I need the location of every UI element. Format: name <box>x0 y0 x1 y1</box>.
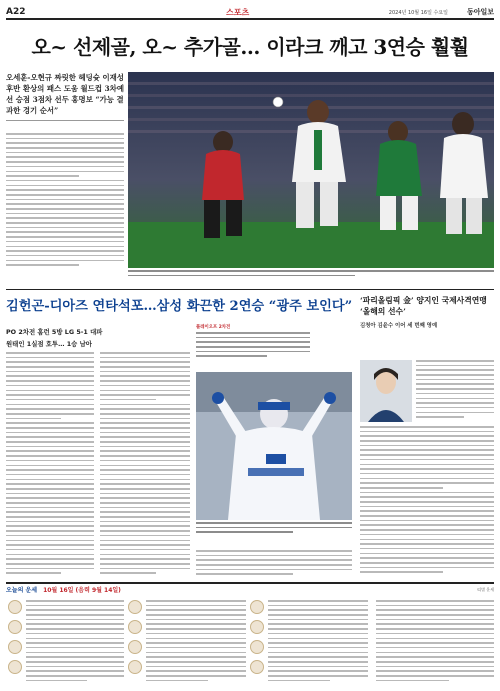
horoscope-col3 <box>268 600 368 684</box>
zodiac-ox-icon <box>8 620 22 634</box>
shooting-article <box>360 295 494 329</box>
section-label: 스포츠 <box>226 7 250 17</box>
baseball-subhead-2: 원태인 1실점 호투… 1승 남아 <box>6 340 92 348</box>
shooting-subhead: 김청아 김윤수 이어 세 번째 영예 <box>360 323 438 329</box>
newspaper-name: 동아일보 <box>466 7 494 16</box>
shooter-portrait <box>360 360 412 422</box>
zodiac-tiger-icon <box>8 640 22 654</box>
horoscope-col4 <box>376 600 494 684</box>
baseball-body-col3 <box>196 550 352 578</box>
horoscope-col2 <box>146 600 246 684</box>
zodiac-dog-icon <box>250 640 264 654</box>
main-headline: 오~ 선제골, 오~ 추가골… 이라크 깨고 3연승 훨훨 <box>31 34 469 59</box>
zodiac-sheep-icon <box>128 660 142 674</box>
zodiac-rabbit-icon <box>8 660 22 674</box>
horoscope-section <box>6 582 494 685</box>
match-photo <box>128 72 494 268</box>
horoscope-note: 띠별 운세 <box>477 586 494 592</box>
baseball-headline: 김헌곤-디아즈 연타석포…삼성 화끈한 2연승 “광주 보인다” <box>6 299 353 314</box>
zodiac-horse-icon <box>128 640 142 654</box>
issue-date: 2024년 10월 16일 수요일 <box>388 9 448 16</box>
baseball-photo-caption <box>196 522 352 548</box>
zodiac-rooster-icon <box>250 620 264 634</box>
main-photo-caption <box>128 270 494 282</box>
baseball-body-col2 <box>100 352 190 578</box>
page-number: A22 <box>6 7 26 17</box>
baseball-body-col1 <box>6 352 94 578</box>
main-article-body <box>6 133 124 273</box>
horoscope-col1 <box>26 600 124 684</box>
main-subhead: 오세훈-오현규 짜릿한 헤딩슛 이재성 후반 환상의 패스 도움 월드컵 3차예선 승점 3점차 선두 홍명보 “가능 결과한 경기 순서” <box>6 72 124 121</box>
page-header <box>6 6 494 20</box>
scoreboard <box>196 324 310 368</box>
zodiac-snake-icon <box>128 620 142 634</box>
baseball-photo <box>196 372 352 520</box>
zodiac-monkey-icon <box>250 600 264 614</box>
zodiac-rat-icon <box>8 600 22 614</box>
section-divider <box>6 289 494 290</box>
baseball-subhead-1: PO 2차전 홈런 5방 LG 5-1 대파 <box>6 328 103 336</box>
zodiac-pig-icon <box>250 660 264 674</box>
zodiac-dragon-icon <box>128 600 142 614</box>
horoscope-bar <box>6 584 494 595</box>
shooting-body-beside-photo <box>416 360 494 422</box>
horoscope-date: 10월 16일 (음력 9월 14일) <box>43 587 121 594</box>
shooting-headline: ‘파리올림픽 金’ 양지인 국제사격연맹 ‘올해의 선수’ <box>360 296 487 316</box>
horoscope-title: 오늘의 운세 <box>6 587 38 594</box>
scoreboard-rows <box>196 332 310 362</box>
scoreboard-title: 플레이오프 2차전 <box>196 325 231 330</box>
shooting-body <box>360 426 494 578</box>
